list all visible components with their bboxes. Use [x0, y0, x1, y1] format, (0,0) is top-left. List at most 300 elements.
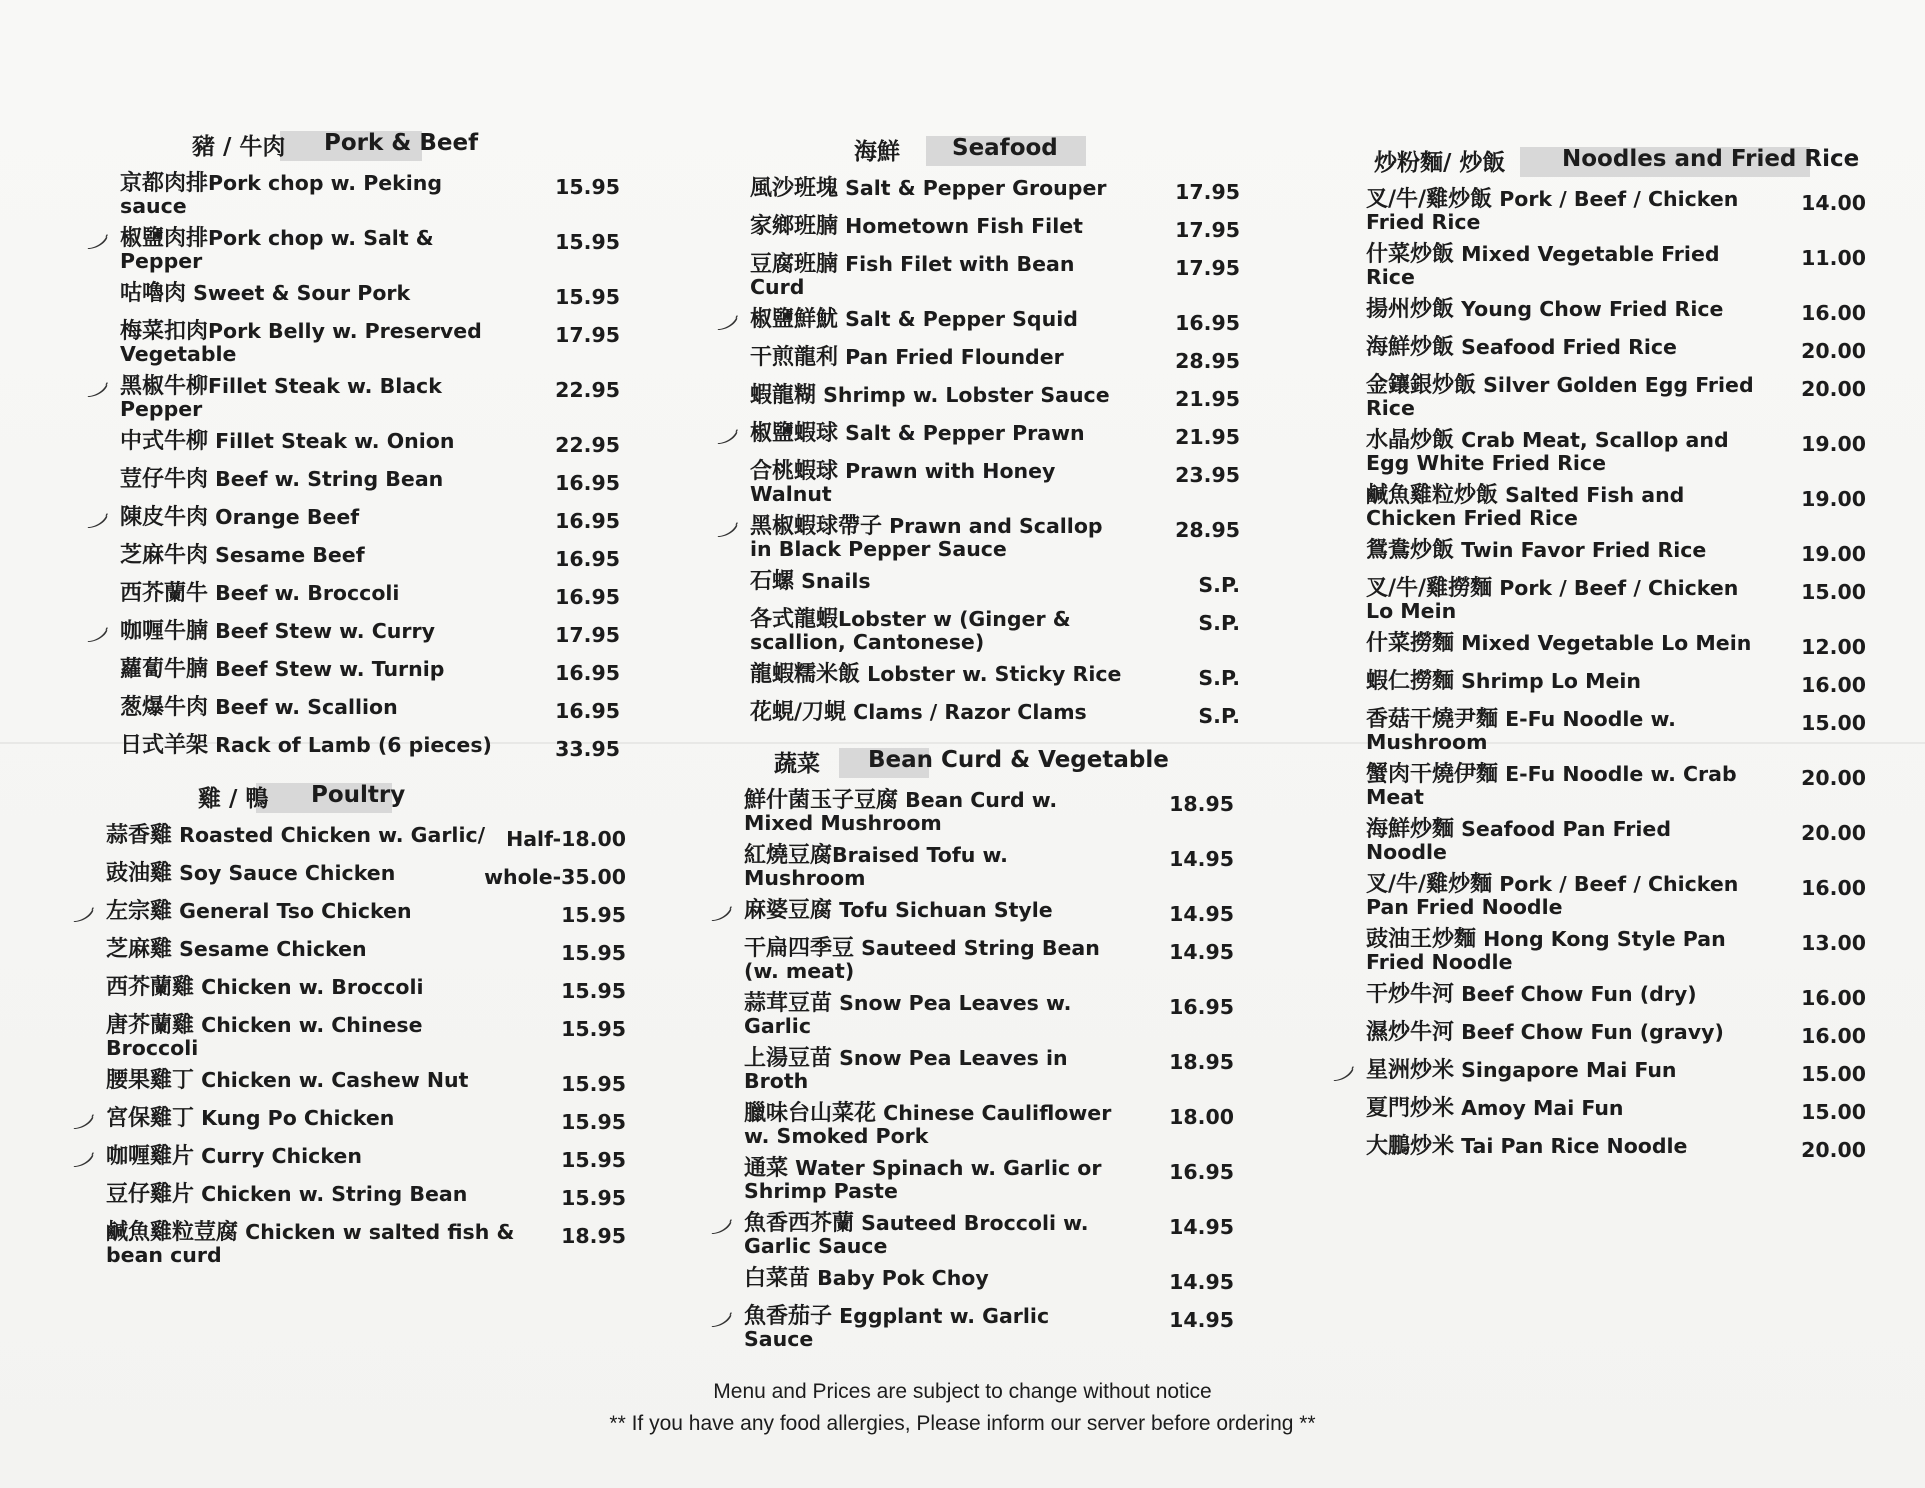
menu-item-price: 16.95: [1169, 1160, 1234, 1184]
menu-item: [750, 701, 1240, 729]
menu-item-name-zh: 鴛鴦炒飯: [1366, 538, 1455, 563]
menu-item-name: [1366, 983, 1866, 1006]
menu-item-price: 17.95: [1175, 218, 1240, 242]
menu-item-name: [744, 1157, 1234, 1202]
menu-item: [744, 844, 1234, 889]
menu-item-price: 16.00: [1801, 1024, 1866, 1048]
menu-item-price: 23.95: [1175, 463, 1240, 487]
menu-item-name-en: Beef w. Broccoli: [208, 581, 400, 605]
menu-item-price: 18.95: [1169, 1050, 1234, 1074]
section-title-zh: 炒粉麵/ 炒飯: [1374, 150, 1506, 176]
menu-item: [120, 172, 620, 217]
chili-pepper-icon: [83, 509, 109, 526]
menu-item-name: [106, 900, 626, 923]
menu-item-name: [1366, 818, 1866, 863]
menu-item-name: [1366, 873, 1866, 918]
menu-item-name-en: Prawn with Honey Walnut: [750, 459, 1056, 506]
menu-item: [120, 696, 620, 724]
menu-item-name-zh: 叉/牛/雞撈麵: [1366, 576, 1493, 601]
menu-item-name: [744, 937, 1234, 982]
menu-item-name-en: Roasted Chicken w. Garlic/: [172, 823, 486, 847]
menu-item-name-en: Sesame Chicken: [172, 937, 367, 961]
menu-item-price: 15.95: [561, 1148, 626, 1172]
menu-item-name-zh: 左宗雞: [106, 899, 173, 924]
menu-item-name-en: Chicken w. Chinese Broccoli: [106, 1013, 423, 1060]
menu-item: [744, 937, 1234, 982]
menu-item-price: 15.00: [1801, 711, 1866, 735]
menu-item-name: [750, 346, 1240, 369]
menu-item: [120, 468, 620, 496]
section-noodles: [1366, 144, 1866, 1173]
menu-item-price: 20.00: [1801, 821, 1866, 845]
menu-item-name: [1366, 298, 1866, 321]
menu-item-name: [106, 1145, 626, 1168]
menu-item-name: [120, 582, 620, 605]
menu-item-price: 16.95: [555, 661, 620, 685]
menu-item-name-zh: 紅燒豆腐: [744, 843, 833, 868]
menu-item-name-en: Singapore Mai Fun: [1454, 1058, 1677, 1082]
menu-item-price: 20.00: [1801, 1138, 1866, 1162]
menu-item: [1366, 1021, 1866, 1049]
menu-item-name-en: Fillet Steak w. Black Pepper: [120, 374, 442, 421]
menu-item-name-zh: 什菜撈麵: [1366, 631, 1455, 656]
section-vegetable: [744, 745, 1234, 1360]
chili-pepper-icon: [707, 1215, 733, 1232]
menu-item-name-en: Salted Fish and Chicken Fried Rice: [1366, 483, 1685, 530]
menu-item-name-zh: 花蜆/刀蜆: [750, 700, 847, 725]
menu-item-name-en: Snails: [794, 569, 871, 593]
section-seafood: [750, 133, 1240, 739]
menu-item-name-en: Tofu Sichuan Style: [832, 898, 1053, 922]
menu-item-name-zh: 宮保雞丁: [106, 1106, 195, 1131]
menu-item-name: [744, 1102, 1234, 1147]
menu-item-name-en: Seafood Fried Rice: [1454, 335, 1677, 359]
menu-item: [120, 620, 620, 648]
menu-item: [744, 992, 1234, 1037]
menu-item-name: [750, 608, 1240, 653]
section-header: [750, 133, 1240, 167]
menu-item: [1366, 983, 1866, 1011]
menu-item-name: [120, 320, 620, 365]
menu-item: [1366, 298, 1866, 326]
menu-item-name: [120, 658, 620, 681]
menu-item-name-zh: 鹹魚雞粒荳腐: [106, 1220, 239, 1245]
menu-item-name-zh: 干煎龍利: [750, 345, 839, 370]
menu-item-name-zh: 葱爆牛肉: [120, 695, 209, 720]
menu-item-price: 15.00: [1801, 1062, 1866, 1086]
menu-item-price: 11.00: [1801, 246, 1866, 270]
menu-item-name-en: Pork chop w. Peking sauce: [120, 171, 443, 218]
section-pork-beef: [120, 128, 620, 772]
menu-item-price: 22.95: [555, 433, 620, 457]
menu-item-price: 16.00: [1801, 876, 1866, 900]
menu-item: [1366, 670, 1866, 698]
menu-item: [106, 1014, 626, 1059]
menu-item-name: [744, 992, 1234, 1037]
menu-item-name-zh: 干扁四季豆: [744, 936, 855, 961]
menu-item-name-en: Orange Beef: [208, 505, 360, 529]
menu-item-name: [750, 515, 1240, 560]
menu-item-name-en: Pork Belly w. Preserved Vegetable: [120, 319, 482, 366]
menu-item: [1366, 1097, 1866, 1125]
menu-item-name: [120, 506, 620, 529]
menu-item-name-en: Kung Po Chicken: [194, 1106, 395, 1130]
menu-item-name-zh: 蝦仁撈麵: [1366, 669, 1455, 694]
menu-item-name-en: Rack of Lamb (6 pieces): [208, 733, 492, 757]
menu-item-name-zh: 蒜茸豆苗: [744, 991, 833, 1016]
menu-item-name: [106, 976, 626, 999]
menu-item-name-zh: 西芥蘭雞: [106, 975, 195, 1000]
menu-item-name-en: Fillet Steak w. Onion: [208, 429, 455, 453]
menu-item-price: 19.00: [1801, 487, 1866, 511]
menu-item: [120, 282, 620, 310]
menu-item-name-en: Tai Pan Rice Noodle: [1454, 1134, 1688, 1158]
menu-item-price: 14.95: [1169, 847, 1234, 871]
menu-item-name: [106, 1183, 626, 1206]
menu-item-name: [744, 899, 1234, 922]
menu-item-name-en: Sauteed Broccoli w. Garlic Sauce: [744, 1211, 1089, 1258]
menu-item-name-en: Beef Stew w. Turnip: [208, 657, 445, 681]
chili-pepper-icon: [83, 230, 109, 247]
menu-item-price: 15.95: [561, 979, 626, 1003]
menu-item-name-en: Braised Tofu w. Mushroom: [744, 843, 1008, 890]
section-title-zh: 雞 / 鴨: [198, 786, 269, 812]
chili-pepper-icon: [69, 1148, 95, 1165]
chili-pepper-icon: [69, 903, 95, 920]
menu-item-name: [750, 663, 1240, 686]
menu-item-name: [744, 1305, 1234, 1350]
chili-pepper-icon: [707, 902, 733, 919]
menu-item-name: [120, 375, 620, 420]
menu-item-price: 17.95: [1175, 180, 1240, 204]
menu-item-name: [1366, 577, 1866, 622]
menu-item-name-zh: 椒鹽蝦球: [750, 421, 839, 446]
chili-pepper-icon: [69, 1110, 95, 1127]
menu-item-price: S.P.: [1198, 611, 1240, 635]
menu-item-name-zh: 叉/牛/雞炒飯: [1366, 187, 1493, 212]
section-header: [106, 780, 626, 814]
menu-item-price: 15.95: [555, 175, 620, 199]
menu-item-name-zh: 西芥蘭牛: [120, 581, 209, 606]
menu-item-price: S.P.: [1198, 704, 1240, 728]
menu-item-name-zh: 中式牛柳: [120, 429, 209, 454]
menu-item-name-en: Bean Curd w. Mixed Mushroom: [744, 788, 1058, 835]
menu-item-name: [120, 734, 620, 757]
menu-item-name-en: Chicken w salted fish & bean curd: [106, 1220, 515, 1267]
menu-item-name-zh: 干炒牛河: [1366, 982, 1455, 1007]
section-header: [744, 745, 1234, 779]
menu-item-name-zh: 麻婆豆腐: [744, 898, 833, 923]
menu-item: [120, 227, 620, 272]
menu-item-name-zh: 日式羊架: [120, 733, 209, 758]
menu-item-name: [1366, 243, 1866, 288]
menu-item: [750, 570, 1240, 598]
footer-notice: Menu and Prices are subject to change without notice: [713, 1380, 1212, 1403]
menu-item-name-en: Lobster w. Sticky Rice: [860, 662, 1122, 686]
menu-item-price: 22.95: [555, 378, 620, 402]
menu-item-name-en: Chinese Cauliflower w. Smoked Pork: [744, 1101, 1112, 1148]
menu-item: [120, 734, 620, 762]
menu-item-name-zh: 風沙班塊: [750, 176, 839, 201]
menu-item-price: 13.00: [1801, 931, 1866, 955]
menu-item-name-en: Snow Pea Leaves w. Garlic: [744, 991, 1072, 1038]
menu-item: [1366, 336, 1866, 364]
menu-item-name: [750, 215, 1240, 238]
menu-item-price: 16.95: [1169, 995, 1234, 1019]
menu-item-name-zh: 豆仔雞片: [106, 1182, 195, 1207]
menu-item-name-en: Sweet & Sour Pork: [186, 281, 411, 305]
menu-item: [1366, 632, 1866, 660]
menu-item-name-zh: 唐芥蘭雞: [106, 1013, 195, 1038]
menu-item-name-zh: 蟹肉干燒伊麵: [1366, 762, 1499, 787]
menu-item-price: 20.00: [1801, 766, 1866, 790]
menu-item-name-zh: 海鮮炒飯: [1366, 335, 1455, 360]
menu-item-name: [1366, 188, 1866, 233]
menu-item: [106, 1183, 626, 1211]
menu-item-name-en: Pork / Beef / Chicken Fried Rice: [1366, 187, 1739, 234]
menu-item-name-en: Beef Stew w. Curry: [208, 619, 435, 643]
menu-item-price: 18.00: [1169, 1105, 1234, 1129]
menu-item-price: 20.00: [1801, 339, 1866, 363]
menu-item-name-en: Silver Golden Egg Fried Rice: [1366, 373, 1754, 420]
menu-item-name-en: Mixed Vegetable Lo Mein: [1454, 631, 1752, 655]
menu-item-price: 28.95: [1175, 518, 1240, 542]
menu-item-name-en: Sesame Beef: [208, 543, 365, 567]
menu-item-name-en: Snow Pea Leaves in Broth: [744, 1046, 1068, 1093]
menu-item-name: [120, 468, 620, 491]
menu-item-price: 28.95: [1175, 349, 1240, 373]
menu-item-name-en: Beef Chow Fun (dry): [1454, 982, 1697, 1006]
menu-item-price: 16.95: [1175, 311, 1240, 335]
menu-item-name: [120, 430, 620, 453]
menu-item-name: [106, 1069, 626, 1092]
menu-item-name-en: Soy Sauce Chicken: [172, 861, 396, 885]
menu-item: [1366, 188, 1866, 233]
menu-item-name-en: Eggplant w. Garlic Sauce: [744, 1304, 1050, 1351]
menu-item: [750, 308, 1240, 336]
menu-item-price: 33.95: [555, 737, 620, 761]
menu-item-name-en: E-Fu Noodle w. Crab Meat: [1366, 762, 1737, 809]
menu-item: [744, 1267, 1234, 1295]
menu-item-name-en: Chicken w. String Bean: [194, 1182, 468, 1206]
menu-item-price: 17.95: [555, 623, 620, 647]
chili-pepper-icon: [707, 1308, 733, 1325]
menu-item-name-zh: 鮮什菌玉子豆腐: [744, 788, 899, 813]
menu-item-name-en: Fish Filet with Bean Curd: [750, 252, 1075, 299]
menu-item: [750, 346, 1240, 374]
menu-item-name-en: General Tso Chicken: [172, 899, 412, 923]
menu-item-name: [744, 789, 1234, 834]
menu-item-name-en: Hong Kong Style Pan Fried Noodle: [1366, 927, 1726, 974]
menu-item-name-zh: 家鄉班腩: [750, 214, 839, 239]
menu-item-name-en: Salt & Pepper Prawn: [838, 421, 1085, 445]
menu-item: [1366, 243, 1866, 288]
menu-item-name: [1366, 928, 1866, 973]
menu-item-name-zh: 芝麻雞: [106, 937, 173, 962]
menu-item-price: 17.95: [555, 323, 620, 347]
menu-item-name-zh: 魚香茄子: [744, 1304, 833, 1329]
menu-item-price: 15.95: [561, 1186, 626, 1210]
menu-item-name-zh: 蘿蔔牛腩: [120, 657, 209, 682]
menu-item-price: 16.00: [1801, 986, 1866, 1010]
menu-item-price: 19.00: [1801, 542, 1866, 566]
menu-item-name-zh: 咖喱牛腩: [120, 619, 209, 644]
menu-item: [120, 320, 620, 365]
menu-item-name-zh: 黑椒牛柳: [120, 374, 209, 399]
menu-item-name-zh: 咕嚕肉: [120, 281, 187, 306]
menu-item: [750, 460, 1240, 505]
menu-item-price: 20.00: [1801, 377, 1866, 401]
menu-item: [1366, 1059, 1866, 1087]
menu-item-price: 15.00: [1801, 1100, 1866, 1124]
menu-item-name: [1366, 484, 1866, 529]
menu-item-name-en: Twin Favor Fried Rice: [1454, 538, 1707, 562]
menu-item-name: [1366, 1059, 1866, 1082]
menu-item: [106, 1069, 626, 1097]
menu-item-name: [750, 308, 1240, 331]
menu-item: [750, 384, 1240, 412]
menu-item-name-en: Seafood Pan Fried Noodle: [1366, 817, 1671, 864]
menu-item-price: S.P.: [1198, 573, 1240, 597]
menu-item-price: 21.95: [1175, 387, 1240, 411]
chili-pepper-icon: [83, 623, 109, 640]
menu-item-price: 16.95: [555, 699, 620, 723]
menu-item-name-zh: 芝麻牛肉: [120, 543, 209, 568]
menu-item-name-en: Clams / Razor Clams: [846, 700, 1087, 724]
menu-item-name-zh: 金鑲銀炒飯: [1366, 373, 1477, 398]
chili-pepper-icon: [713, 311, 739, 328]
menu-item-name-en: Beef Chow Fun (gravy): [1454, 1020, 1724, 1044]
menu-item: [750, 608, 1240, 653]
section-title-en: Seafood: [952, 135, 1058, 161]
menu-item-name: [1366, 763, 1866, 808]
menu-item-price: S.P.: [1198, 666, 1240, 690]
menu-item-name-en: Water Spinach w. Garlic or Shrimp Paste: [744, 1156, 1102, 1203]
menu-item-price: 15.95: [555, 230, 620, 254]
section-header: [1366, 144, 1866, 178]
menu-item-name-zh: 白菜苗: [744, 1266, 811, 1291]
menu-item: [1366, 577, 1866, 622]
menu-item: [106, 1107, 626, 1135]
menu-item: [1366, 873, 1866, 918]
menu-item-name-zh: 蒜香雞: [106, 823, 173, 848]
footer-allergy-notice: ** If you have any food allergies, Please inform our server before ordering **: [609, 1412, 1316, 1435]
menu-item-name: [120, 172, 620, 217]
menu-item-price: 14.95: [1169, 1270, 1234, 1294]
menu-item-name: [106, 1014, 626, 1059]
menu-item-name-en: Shrimp Lo Mein: [1454, 669, 1642, 693]
menu-item-price: 16.95: [555, 547, 620, 571]
menu-item-name: [106, 938, 626, 961]
menu-item-name-zh: 星洲炒米: [1366, 1058, 1455, 1083]
menu-item-name-zh: 上湯豆苗: [744, 1046, 833, 1071]
menu-item-name-en: Chicken w. Broccoli: [194, 975, 424, 999]
menu-item-price: 16.00: [1801, 673, 1866, 697]
section-title-en: Pork & Beef: [324, 130, 479, 156]
menu-item-name: [1366, 539, 1866, 562]
menu-item-price: 16.95: [555, 585, 620, 609]
menu-item-name-en: Salt & Pepper Squid: [838, 307, 1078, 331]
menu-item-name-zh: 龍蝦糯米飯: [750, 662, 861, 687]
chili-pepper-icon: [713, 425, 739, 442]
menu-item-name-zh: 水晶炒飯: [1366, 428, 1455, 453]
menu-item-price: 14.95: [1169, 1308, 1234, 1332]
menu-item-name-zh: 豉油雞: [106, 861, 173, 886]
menu-item: [106, 938, 626, 966]
menu-item-name: [120, 620, 620, 643]
menu-item-name-en: Prawn and Scallop in Black Pepper Sauce: [750, 514, 1103, 561]
menu-item: [120, 430, 620, 458]
menu-item: [1366, 374, 1866, 419]
menu-item-name: [120, 544, 620, 567]
menu-item: [120, 375, 620, 420]
menu-item: [1366, 763, 1866, 808]
menu-item-name-en: Sauteed String Bean (w. meat): [744, 936, 1100, 983]
menu-item-price: 14.00: [1801, 191, 1866, 215]
menu-item: [1366, 708, 1866, 753]
menu-item-price: 15.95: [561, 903, 626, 927]
menu-item-price: 16.00: [1801, 301, 1866, 325]
menu-item-name: [750, 384, 1240, 407]
menu-item-name-en: Lobster w (Ginger & scallion, Cantonese): [750, 607, 1071, 654]
menu-item: [106, 824, 626, 852]
menu-item: [750, 422, 1240, 450]
menu-item-name-zh: 京都肉排: [120, 171, 209, 196]
menu-item-name-en: Mixed Vegetable Fried Rice: [1366, 242, 1720, 289]
menu-item-name: [744, 1047, 1234, 1092]
menu-item: [106, 1145, 626, 1173]
menu-item: [1366, 1135, 1866, 1163]
menu-item-name: [744, 1212, 1234, 1257]
menu-item-name-zh: 揚州炒飯: [1366, 297, 1455, 322]
section-header: [120, 128, 620, 162]
section-title-zh: 蔬菜: [774, 751, 820, 777]
menu-item-name: [1366, 374, 1866, 419]
section-title-en: Poultry: [311, 782, 406, 808]
menu-item-name-en: Hometown Fish Filet: [838, 214, 1083, 238]
menu-item-name-zh: 合桃蝦球: [750, 459, 839, 484]
menu-item-price: 21.95: [1175, 425, 1240, 449]
menu-item-name-en: Baby Pok Choy: [810, 1266, 989, 1290]
menu-item-name-en: E-Fu Noodle w. Mushroom: [1366, 707, 1676, 754]
menu-item-name: [750, 460, 1240, 505]
menu-item-name: [1366, 708, 1866, 753]
menu-item-name-zh: 咖喱雞片: [106, 1144, 195, 1169]
menu-item-name-en: Curry Chicken: [194, 1144, 362, 1168]
menu-item: [1366, 928, 1866, 973]
menu-item-name-zh: 魚香西芥蘭: [744, 1211, 855, 1236]
menu-item-name-zh: 豉油王炒麵: [1366, 927, 1477, 952]
menu-item-name-zh: 豆腐班腩: [750, 252, 839, 277]
menu-item-name-zh: 荳仔牛肉: [120, 467, 209, 492]
menu-item: [120, 582, 620, 610]
menu-item-name: [106, 1221, 626, 1266]
menu-item-price: 16.95: [555, 509, 620, 533]
menu-item-name: [106, 1107, 626, 1130]
menu-item-price: 12.00: [1801, 635, 1866, 659]
menu-item-name: [750, 177, 1240, 200]
menu-item-name: [744, 844, 1234, 889]
menu-item: [106, 976, 626, 1004]
section-title-en: Bean Curd & Vegetable: [868, 747, 1169, 773]
menu-item-name-zh: 陳皮牛肉: [120, 505, 209, 530]
menu-item-name-en: Beef w. String Bean: [208, 467, 444, 491]
menu-item-name-zh: 夏門炒米: [1366, 1096, 1455, 1121]
menu-item: [750, 515, 1240, 560]
menu-item-name: [744, 1267, 1234, 1290]
menu-item: [1366, 818, 1866, 863]
menu-item-price: 15.95: [555, 285, 620, 309]
